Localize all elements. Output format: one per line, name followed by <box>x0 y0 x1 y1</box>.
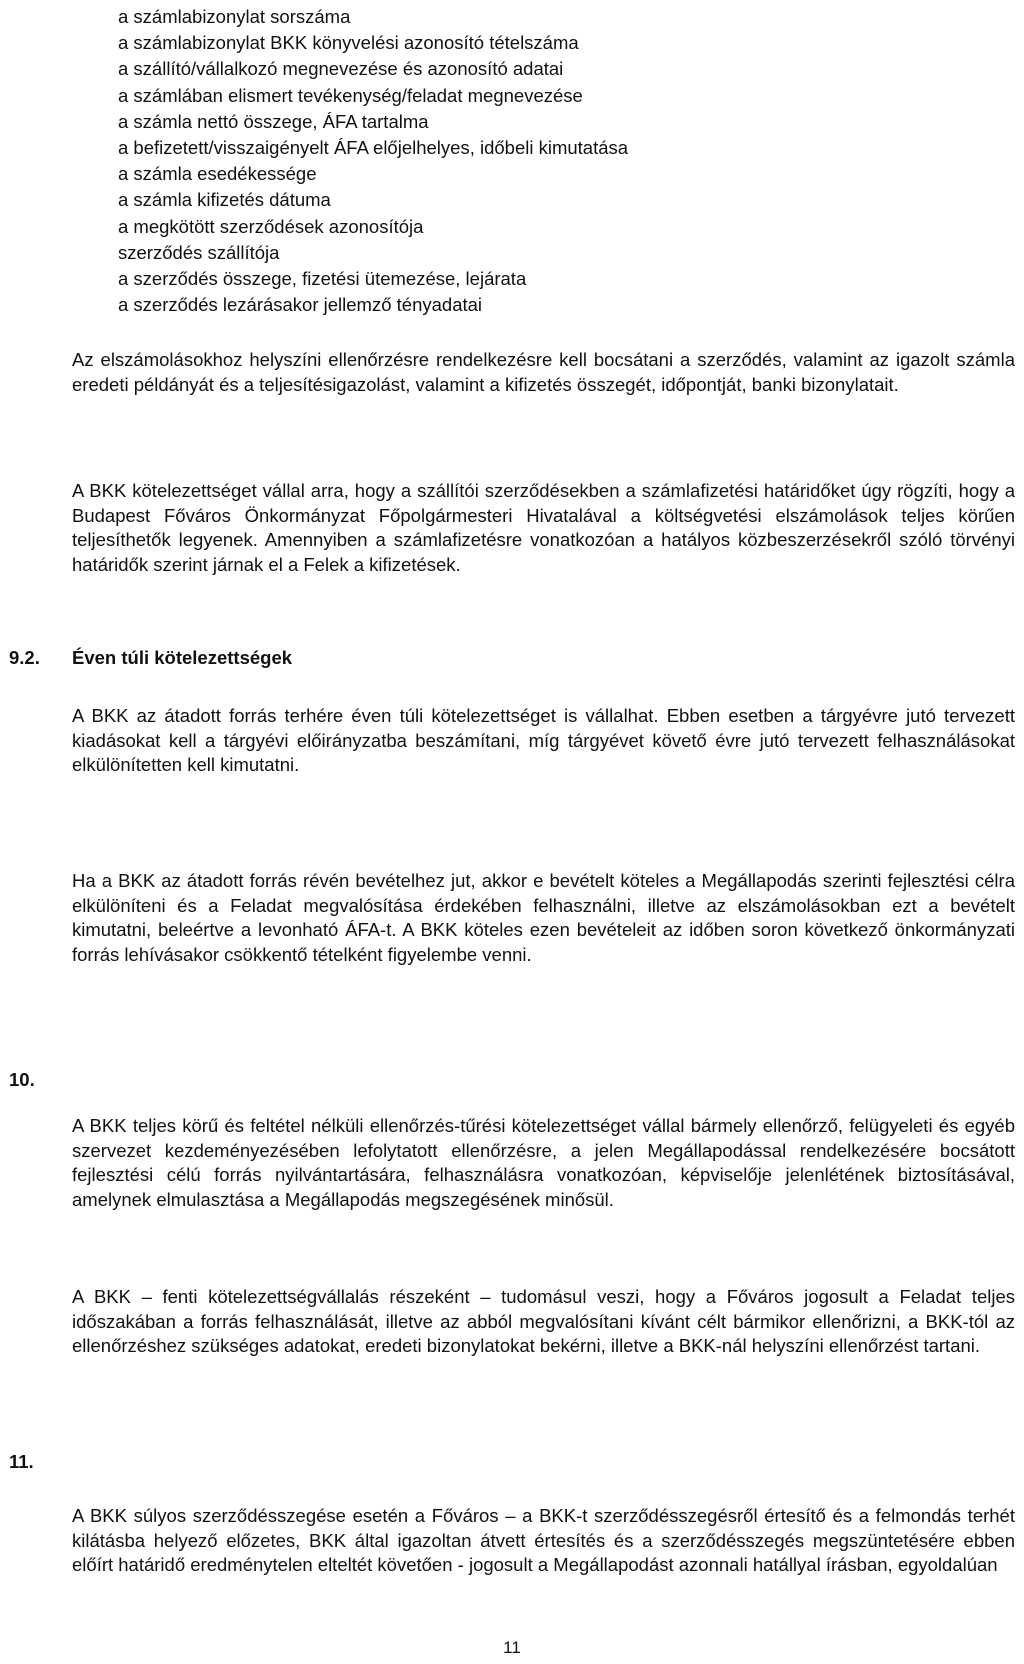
audit-rights-paragraph: A BKK – fenti kötelezettségvállalás részeként – tudomásul veszi, hogy a Főváros jogosult a Feladat teljes időszakában a forrás felhasználását, illetve az abból megvalósítani kívánt célt bármikor ellenőrizni, a BKK-tól az ellenőrzéshez szükséges adatokat, eredeti bizonylatokat bekérni, illetve a BKK-nál helyszíni ellenőrzést tartani. <box>72 1286 1015 1356</box>
list-item: a befizetett/visszaigényelt ÁFA előjelhelyes, időbeli kimutatása <box>118 137 629 159</box>
section-number-9-2: 9.2. <box>9 647 40 668</box>
invoice-data-list <box>118 4 938 318</box>
section-title-9-2: Éven túli kötelezettségek <box>72 647 293 668</box>
section-number-10: 10. <box>9 1069 35 1090</box>
section-number-11: 11. <box>9 1451 34 1472</box>
list-item: a szerződés lezárásakor jellemző tényadatai <box>118 294 483 316</box>
list-item: a szállító/vállalkozó megnevezése és azonosító adatai <box>118 58 564 80</box>
revenue-paragraph: Ha a BKK az átadott forrás révén bevételhez jut, akkor e bevételt köteles a Megállapodás szerinti fejlesztési célra elkülöníteni és a Feladat megvalósítása érdekében felhasználni, illetve az elszámolásokban ezt a bevételt kimutatni, beleértve a levonható ÁFA-t. A BKK köteles ezen bevételeit az időben soron következő önkormányzati forrás lehívásakor csökkentő tételként figyelembe venni. <box>72 870 1015 965</box>
payment-deadlines-paragraph: A BKK kötelezettséget vállal arra, hogy a szállítói szerződésekben a számlafizetési határidőket úgy rögzíti, hogy a Budapest Főváros Önkormányzat Főpolgármesteri Hivatalával a költségvetési elszámolások teljes körűen teljesíthetők legyenek. Amennyiben a számlafizetésre vonatkozóan a hatályos közbeszerzésekről szóló törvényi határidők szerint járnak el a Felek a kifizetések. <box>72 480 1015 575</box>
list-item: a megkötött szerződések azonosítója <box>118 215 424 237</box>
list-item: a szerződés összege, fizetési ütemezése, lejárata <box>118 268 527 290</box>
list-item: a számla kifizetés dátuma <box>118 189 331 211</box>
list-item: a számlabizonylat BKK könyvelési azonosító tételszáma <box>118 32 579 54</box>
onsite-check-paragraph: Az elszámolásokhoz helyszíni ellenőrzésre rendelkezésre kell bocsátani a szerződés, valamint az igazolt számla eredeti példányát és a teljesítésigazolást, valamint a kifizetés összegét, időpontját, banki bizonylatait. <box>72 349 1015 395</box>
breach-paragraph: A BKK súlyos szerződésszegése esetén a Főváros – a BKK-t szerződésszegésről értesítő és a felmondás terhét kilátásba helyező előzetes, BKK által igazoltan átvett értesítés és a szerződésszegés megszüntetésére ebben előírt határidő eredménytelen elteltét követően - jogosult a Megállapodást azonnali hatállyal írásban, egyoldalúan <box>72 1505 1015 1575</box>
list-item: szerződés szállítója <box>118 241 280 263</box>
list-item: a számlabizonylat sorszáma <box>118 6 351 27</box>
list-item: a számla nettó összege, ÁFA tartalma <box>118 110 429 132</box>
audit-tolerance-paragraph: A BKK teljes körű és feltétel nélküli ellenőrzés-tűrési kötelezettséget vállal bármely ellenőrző, felügyeleti és egyéb szervezet kezdeményezésében lefolytatott ellenőrzésre, a jelen Megállapodással rendelkezésére bocsátott fejlesztési célú forrás nyilvántartására, felhasználásra vonatkozóan, képviselője jelenlétének biztosításával, amelynek elmulasztása a Megállapodás megszegésének minősül. <box>72 1115 1015 1210</box>
multi-year-commitment-paragraph: A BKK az átadott forrás terhére éven túli kötelezettséget is vállalhat. Ebben esetben a tárgyévre jutó tervezett kiadásokat kell a tárgyévi előirányzatba beszámítani, míg tárgyévet követő évre jutó tervezett felhasználásokat elkülönítetten kell kimutatni. <box>72 705 1015 775</box>
list-item: a számla esedékessége <box>118 163 317 185</box>
list-item: a számlában elismert tevékenység/feladat megnevezése <box>118 84 583 106</box>
page-number: 11 <box>503 1638 521 1657</box>
